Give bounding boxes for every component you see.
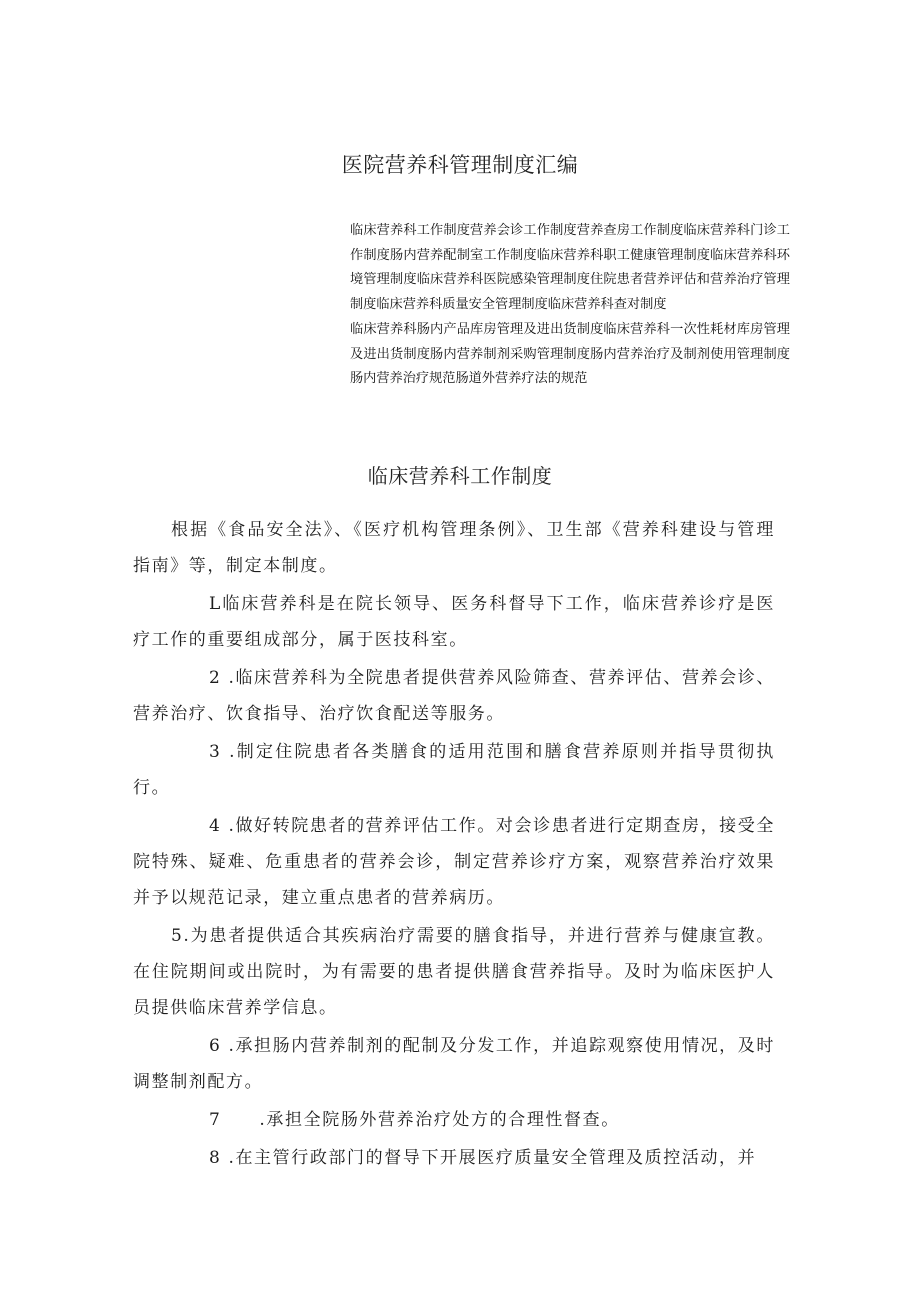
paragraph-2: [133, 660, 775, 732]
paragraph-1: [133, 586, 775, 658]
paragraph-number: L: [209, 594, 222, 614]
paragraph-text: 临床营养科是在院长领导、医务科督导下工作，临床营养诊疗是医疗工作的重要组成部分，属于医技科室。: [133, 594, 775, 650]
paragraph-5: [133, 918, 775, 1026]
paragraph-text: .制定住院患者各类膳食的适用范围和膳食营养原则并指导贯彻执行。: [133, 742, 775, 798]
document-title: 医院营养科管理制度汇编: [341, 153, 579, 177]
paragraph-text: .做好转院患者的营养评估工作。对会诊患者进行定期查房，接受全院特殊、疑难、危重患者的营养会诊，制定营养诊疗方案，观察营养治疗效果并予以规范记录，建立重点患者的营养病历。: [133, 816, 775, 908]
paragraph-text: .在主管行政部门的督导下开展医疗质量安全管理及质控活动，并: [228, 1148, 757, 1168]
paragraph-number: 5.: [171, 926, 191, 946]
toc-block: 临床营养科工作制度营养会诊工作制度营养查房工作制度临床营养科门诊工作制度肠内营养配制室工作制度临床营养科职工健康管理制度临床营养科环境管理制度临床营养科医院感染管理制度住院患者营养评估和营养治疗管理制度临床营养科质量安全管理制度临床营养科查对制度: [350, 223, 790, 313]
paragraph-3: [133, 734, 775, 806]
paragraph-6: [133, 1028, 775, 1100]
section-body: [133, 512, 775, 1178]
paragraph-text: .承担全院肠外营养治疗处方的合理性督查。: [259, 1110, 620, 1130]
paragraph-intro: [133, 512, 775, 584]
paragraph-text: 根据《食品安全法》、《医疗机构管理条例》、卫生部《营养科建设与管理指南》等，制定本制度。: [133, 520, 775, 576]
paragraph-text: 为患者提供适合其疾病治疗需要的膳食指导，并进行营养与健康宣教。在住院期间或出院时，为有需要的患者提供膳食营养指导。及时为临床医护人员提供临床营养学信息。: [133, 926, 775, 1018]
paragraph-number: 7: [209, 1110, 222, 1130]
paragraph-7: [133, 1102, 775, 1138]
paragraph-4: [133, 808, 775, 916]
section-title: 临床营养科工作制度: [367, 464, 553, 488]
paragraph-text: .临床营养科为全院患者提供营养风险筛查、营养评估、营养会诊、营养治疗、饮食指导、治疗饮食配送等服务。: [133, 668, 775, 724]
paragraph-8: [133, 1140, 775, 1176]
paragraph-number: 6: [209, 1036, 222, 1056]
toc-block: 临床营养科肠内产品库房管理及进出货制度临床营养科一次性耗材库房管理及进出货制度肠内营养制剂采购管理制度肠内营养治疗及制剂使用管理制度肠内营养治疗规范肠道外营养疗法的规范: [350, 321, 790, 387]
paragraph-number: 4: [209, 816, 222, 836]
table-of-contents: [350, 219, 790, 392]
paragraph-number: 3: [209, 742, 222, 762]
paragraph-number: 8: [209, 1148, 222, 1168]
paragraph-number: 2: [209, 668, 222, 688]
paragraph-text: .承担肠内营养制剂的配制及分发工作，并追踪观察使用情况，及时调整制剂配方。: [133, 1036, 775, 1092]
